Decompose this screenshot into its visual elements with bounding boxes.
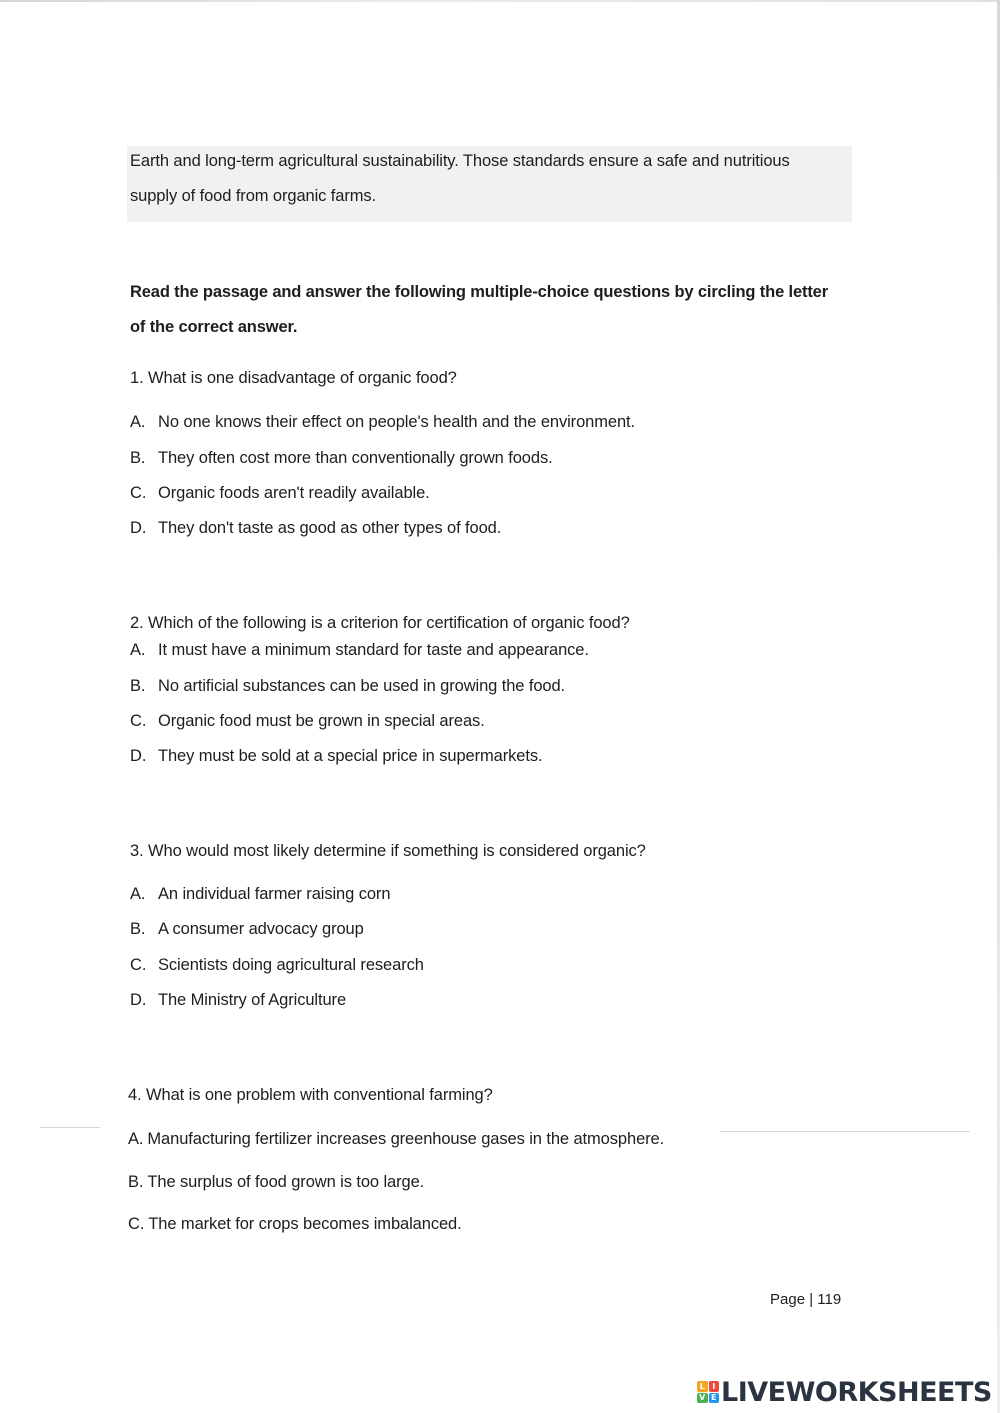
option-text: They often cost more than conventionally grown foods. (158, 449, 553, 467)
q2-option-a[interactable] (130, 641, 589, 660)
option-text: It must have a minimum standard for taste and appearance. (158, 641, 589, 659)
scan-edge-top (0, 0, 1000, 2)
q4-option-b[interactable] (128, 1173, 424, 1192)
option-letter: D. (130, 747, 147, 765)
option-text: Organic foods aren't readily available. (158, 484, 430, 502)
option-text: Organic food must be grown in special areas. (158, 712, 485, 730)
q1-option-a[interactable] (130, 413, 635, 432)
option-letter: B. (130, 920, 146, 938)
q4-option-a[interactable] (128, 1130, 664, 1149)
q2-option-b[interactable] (130, 677, 565, 696)
liveworksheets-brand (697, 1376, 992, 1408)
brand-name: LIVEWORKSHEETS (721, 1376, 992, 1408)
option-text: The surplus of food grown is too large. (147, 1173, 425, 1191)
scan-smudge (720, 1131, 970, 1132)
q3-option-b[interactable] (130, 920, 364, 939)
question-4: 4. What is one problem with conventional farming? (128, 1086, 493, 1104)
question-3: 3. Who would most likely determine if something is considered organic? (130, 842, 646, 860)
option-letter: A. (130, 413, 146, 431)
option-letter: A. (128, 1130, 144, 1148)
logo-tile: V (697, 1393, 708, 1404)
option-text: No artificial substances can be used in growing the food. (158, 677, 566, 695)
q3-option-d[interactable] (130, 991, 346, 1010)
q1-option-b[interactable] (130, 449, 553, 468)
q2-option-d[interactable] (130, 747, 542, 766)
option-letter: D. (130, 991, 147, 1009)
option-text: The market for crops becomes imbalanced. (148, 1215, 462, 1233)
option-text: Scientists doing agricultural research (158, 956, 424, 974)
passage-excerpt (127, 146, 852, 222)
option-text: Manufacturing fertilizer increases greenhouse gases in the atmosphere. (147, 1130, 665, 1148)
passage-line: supply of food from organic farms. (130, 187, 377, 205)
option-letter: B. (130, 449, 146, 467)
passage-line: Earth and long-term agricultural sustainability. Those standards ensure a safe and nutritious (130, 152, 790, 170)
page-number: Page | 119 (770, 1291, 842, 1308)
liveworksheets-logo-icon (697, 1381, 719, 1403)
logo-tile: E (709, 1393, 720, 1404)
option-letter: D. (130, 519, 147, 537)
option-letter: C. (130, 956, 147, 974)
option-text: They don't taste as good as other types of food. (158, 519, 502, 537)
option-letter: A. (130, 641, 146, 659)
option-text: The Ministry of Agriculture (158, 991, 347, 1009)
scan-smudge (40, 1127, 100, 1128)
q2-option-c[interactable] (130, 712, 485, 731)
option-text: A consumer advocacy group (158, 920, 364, 938)
instruction-line: of the correct answer. (130, 318, 298, 336)
option-letter: C. (130, 712, 147, 730)
option-letter: A. (130, 885, 146, 903)
option-letter: C. (130, 484, 147, 502)
option-letter: C. (128, 1215, 145, 1233)
option-text: No one knows their effect on people's health and the environment. (158, 413, 635, 431)
q1-option-c[interactable] (130, 484, 430, 503)
q3-option-a[interactable] (130, 885, 390, 904)
q3-option-c[interactable] (130, 956, 424, 975)
option-letter: B. (130, 677, 146, 695)
instruction-line: Read the passage and answer the following multiple-choice questions by circling the letter (130, 283, 828, 301)
option-letter: B. (128, 1173, 144, 1191)
q4-option-c[interactable] (128, 1215, 462, 1234)
logo-tile: I (709, 1381, 720, 1392)
logo-tile: L (697, 1381, 708, 1392)
option-text: They must be sold at a special price in supermarkets. (158, 747, 543, 765)
q1-option-d[interactable] (130, 519, 501, 538)
question-2: 2. Which of the following is a criterion for certification of organic food? (130, 614, 630, 632)
question-1: 1. What is one disadvantage of organic food? (130, 369, 457, 387)
option-text: An individual farmer raising corn (158, 885, 391, 903)
